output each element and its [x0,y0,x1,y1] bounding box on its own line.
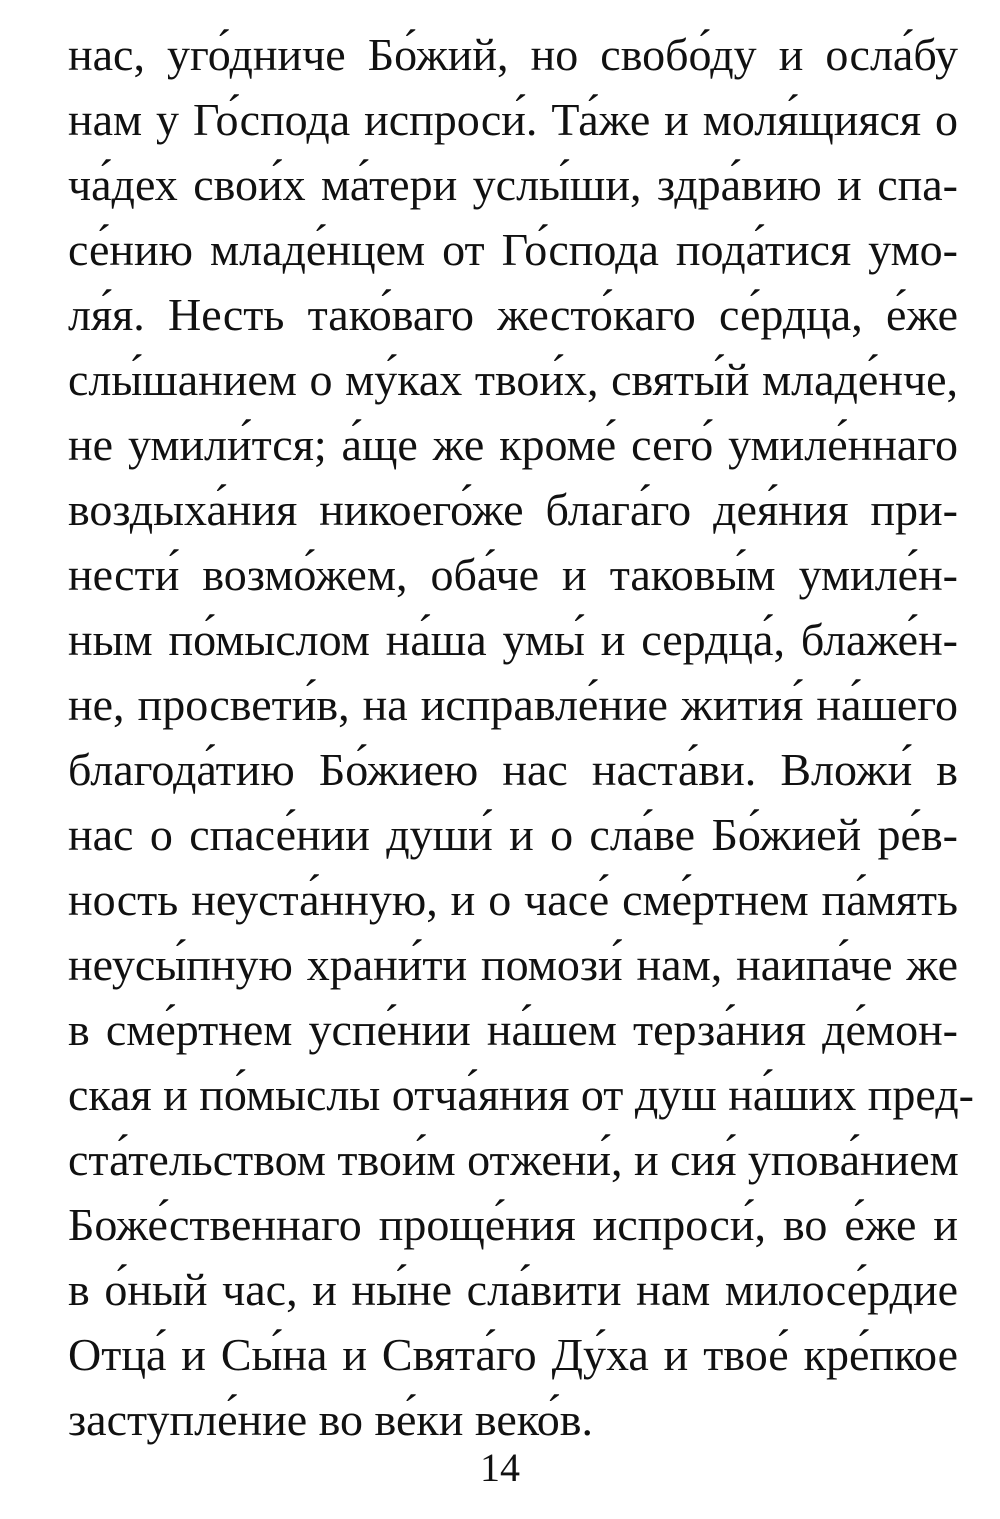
text-line: ля́я. Несть тако́ваго жесто́каго се́рдца, е́же [68,289,958,340]
text-line: Боже́ственнаго проще́ния испроси́, во е́же и [68,1199,958,1250]
text-line: нам у Го́спода испроси́. Та́же и моля́щияся о [68,94,958,145]
text-line: в сме́ртнем успе́нии на́шем терза́ния де́мон- [68,1004,958,1055]
text-line: нас о спасе́нии души́ и о сла́ве Бо́жией ре́в- [68,809,958,860]
text-line: неусы́пную храни́ти помози́ нам, наипа́че же [68,939,958,990]
text-line-final: заступле́ние во ве́ки веко́в. [68,1394,593,1445]
text-line: не умили́тся; а́ще же кроме́ сего́ умиле́ннаго [68,419,958,470]
text-line: ным по́мыслом на́ша умы́ и сердца́, блаже́н- [68,614,958,665]
text-line: ность неуста́нную, и о часе́ сме́ртнем па́мять [68,874,958,925]
text-line: ста́тельством твои́м отжени́, и сия́ упова́нием [68,1134,959,1185]
text-line: ча́дех свои́х ма́тери услы́ши, здра́вию и спа- [68,159,958,210]
text-line: ская и по́мыслы отча́яния от душ на́ших пред- [68,1069,974,1120]
text-line: в о́ный час, и ны́не сла́вити нам милосе́рдие [68,1264,958,1315]
page-number: 14 [480,1445,520,1490]
text-line: слы́шанием о му́ках твои́х, святы́й младе́нче, [68,354,958,405]
text-line: Отца́ и Сы́на и Свята́го Ду́ха и твое́ кре́пкое [68,1329,958,1380]
text-line: воздыха́ния никоего́же блага́го дея́ния при- [68,484,958,535]
prayer-text [68,22,974,1452]
text-line: нас, уго́дниче Бо́жий, но свобо́ду и осла́бу [68,29,958,80]
text-line: нести́ возмо́жем, оба́че и таковы́м умиле́н- [68,549,958,600]
text-line: не, просвети́в, на исправле́ние жития́ на́шего [68,679,958,730]
text-line: благода́тию Бо́жиею нас наста́ви. Вложи́ в [68,744,958,795]
text-line: се́нию младе́нцем от Го́спода пода́тися умо- [68,224,958,275]
